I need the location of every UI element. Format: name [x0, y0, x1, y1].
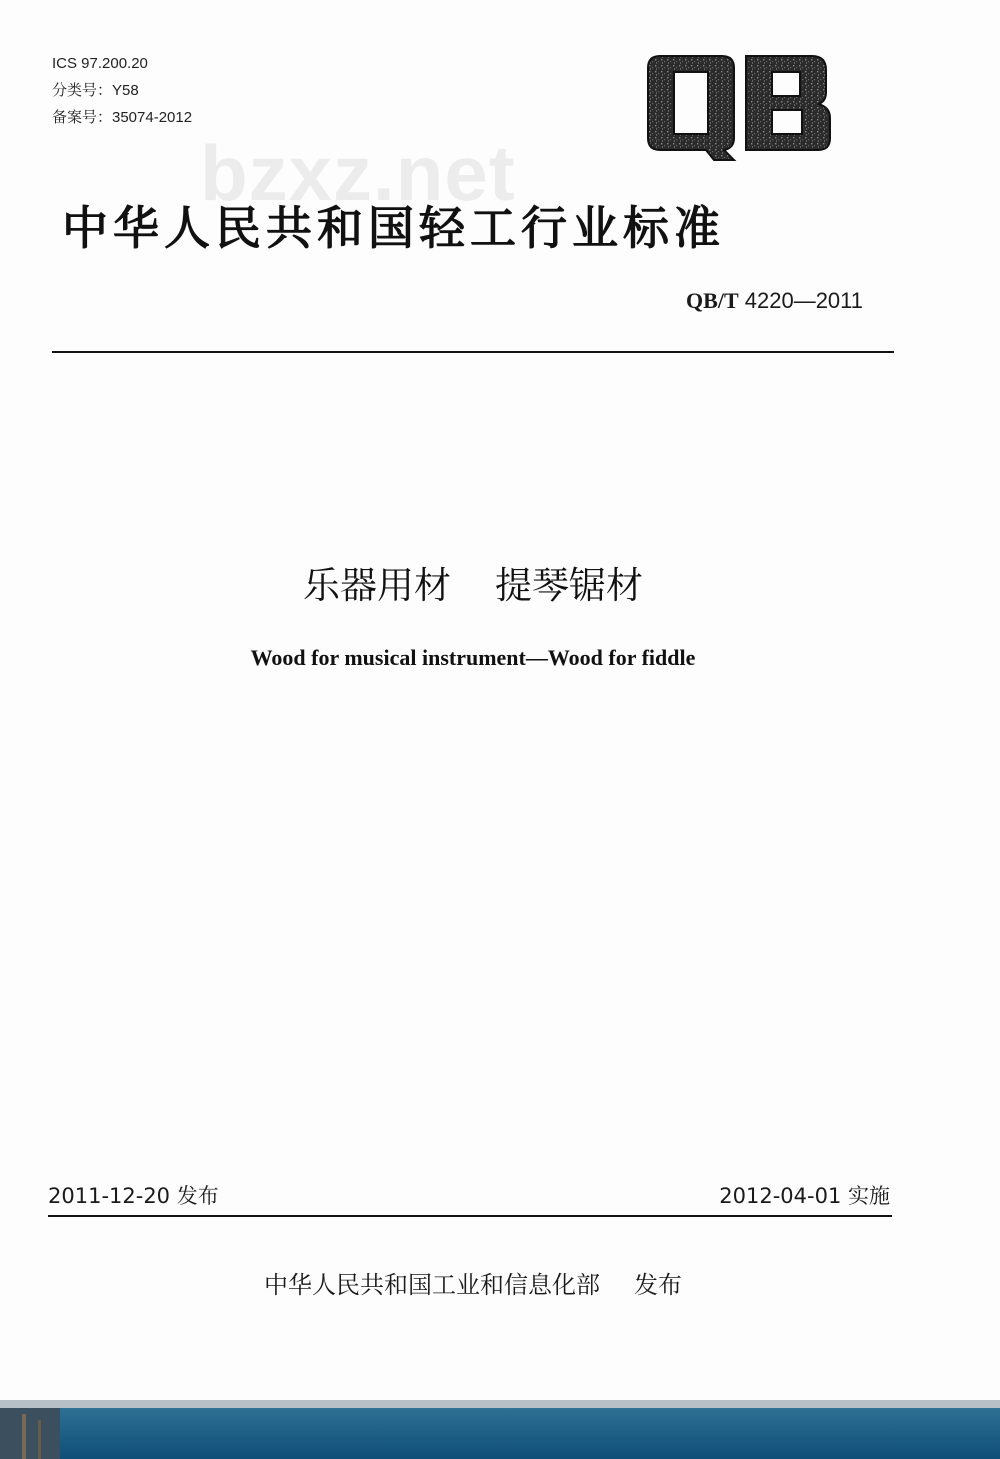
- standard-code: 4220—2011: [744, 288, 863, 313]
- publisher-line: [0, 1265, 946, 1300]
- standard-metadata: [52, 50, 192, 131]
- publisher-action: 发布: [634, 1271, 682, 1299]
- document-title-en: Wood for musical instrument—Wood for fiddle: [250, 645, 696, 670]
- classification-code: 分类号：Y58: [52, 82, 139, 99]
- qb-logo: [642, 52, 836, 162]
- watermark: bzxz.net: [200, 129, 516, 217]
- background-photo-strip: [0, 1400, 1000, 1459]
- issue-date: 2011-12-20 发布: [48, 1184, 219, 1208]
- title-cn-part1: 乐器用材: [303, 564, 451, 607]
- standard-category-title: 中华人民共和国轻工行业标准: [62, 201, 725, 255]
- standard-number: [686, 288, 863, 314]
- ics-code: ICS 97.200.20: [52, 55, 148, 72]
- filing-number: 备案号：35074-2012: [52, 109, 193, 126]
- publisher-name: 中华人民共和国工业和信息化部: [264, 1271, 600, 1299]
- bottom-divider: [48, 1215, 892, 1217]
- standard-prefix: QB/T: [686, 288, 739, 313]
- implementation-date: 2012-04-01 实施: [719, 1184, 890, 1208]
- title-cn-part2: 提琴锯材: [495, 564, 643, 607]
- document-title-cn: [0, 555, 946, 609]
- top-divider: [52, 351, 894, 353]
